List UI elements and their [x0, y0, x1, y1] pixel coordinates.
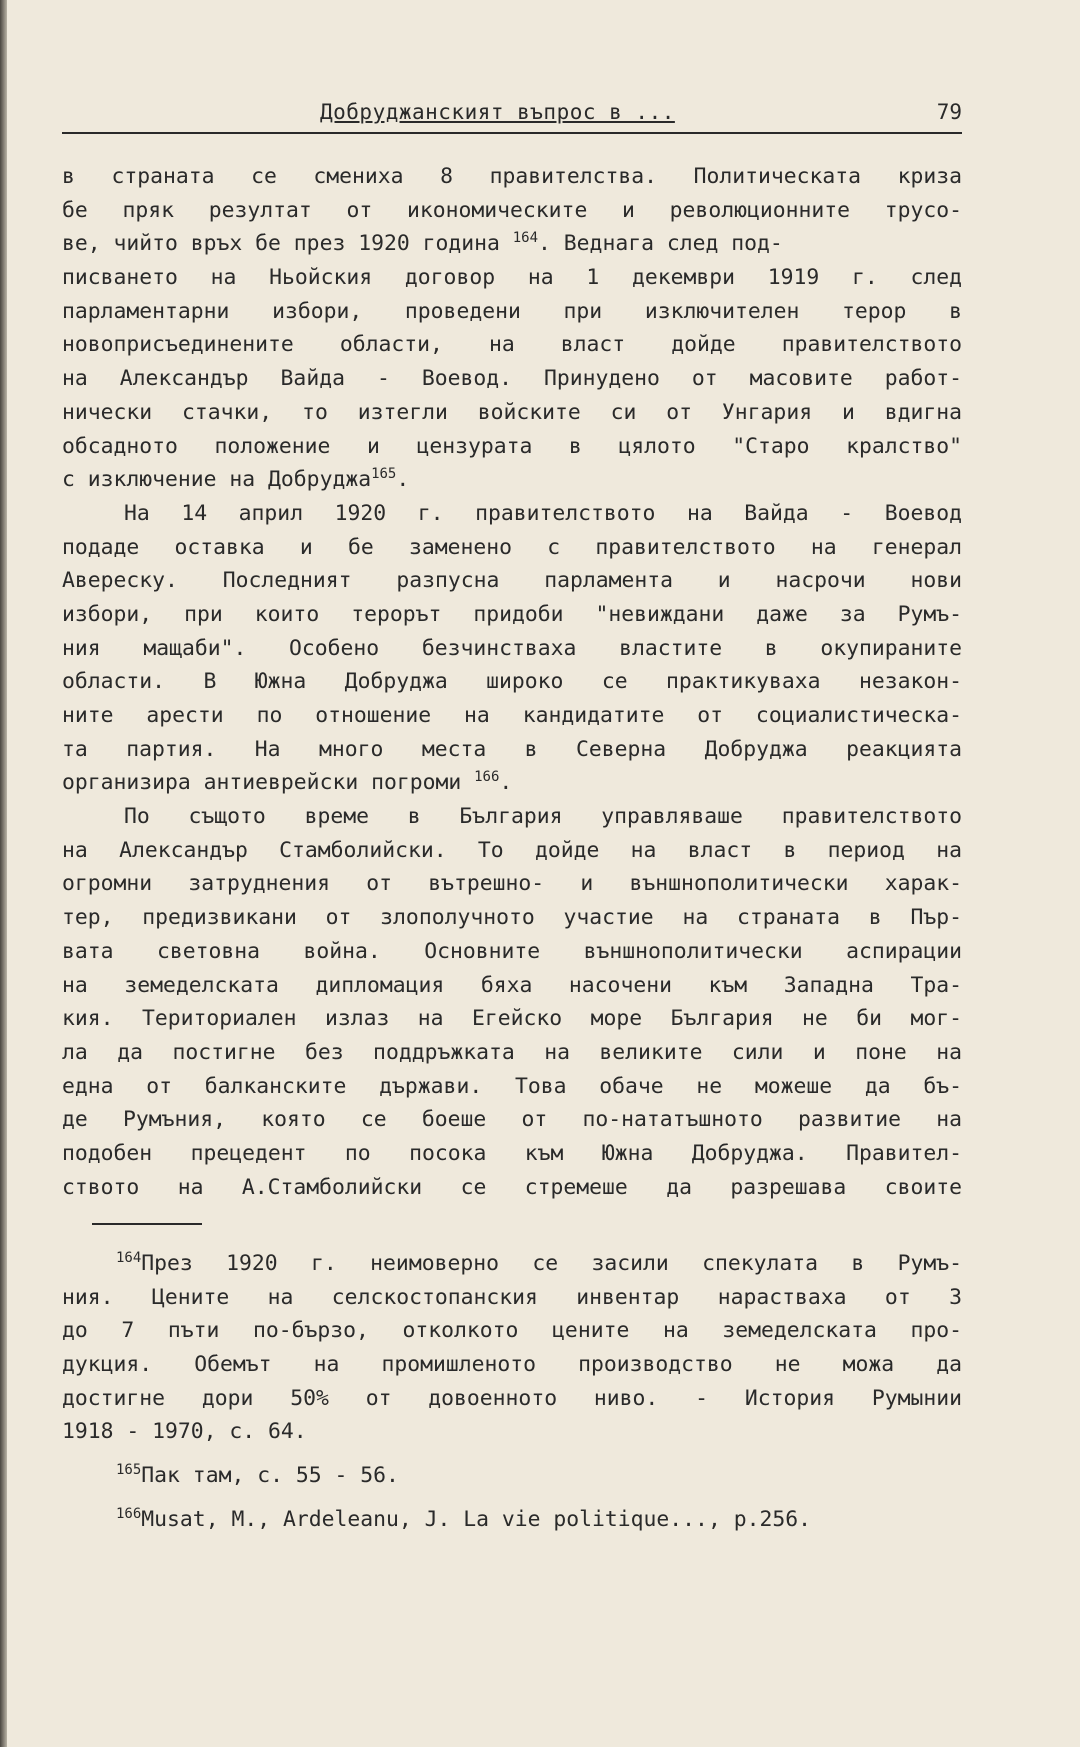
body-line-text: вата световна война. Основните външнополитически аспирации — [62, 938, 962, 964]
body-line — [62, 598, 962, 632]
body-line-text: парламентарни избори, проведени при изключителен терор в — [62, 298, 962, 324]
page-binding-edge — [0, 0, 7, 1747]
body-line — [62, 935, 962, 969]
body-line-text: избори, при които терорът придоби "невиждани даже за Румъ- — [62, 601, 962, 627]
footnote-number: 165 — [116, 1462, 142, 1478]
body-line-text: в страната се смениха 8 правителства. Политическата криза — [62, 164, 962, 189]
footnote-gap — [62, 1493, 962, 1503]
body-line-text: области. В Южна Добруджа широко се практикуваха незакон- — [62, 669, 962, 695]
body-line-text: подобен прецедент по посока към Южна Добруджа. Правител- — [62, 1140, 962, 1166]
body-line-text: ла да постигне без поддръжката на великите сили и поне на — [62, 1039, 962, 1065]
footnote-line — [62, 1247, 962, 1281]
body-line-text: новоприсъединените области, на власт дойде правителството — [62, 332, 962, 358]
body-line — [62, 665, 962, 699]
body-line-text: огромни затруднения от вътрешно- и външнополитически харак- — [62, 871, 962, 897]
body-line — [62, 800, 962, 834]
footnote-number: 164 — [116, 1249, 142, 1266]
footnotes — [62, 1247, 962, 1537]
body-line-text: ството на А.Стамболийски се стремеше да разрешава своите — [62, 1174, 962, 1200]
body-line — [62, 160, 962, 194]
body-line — [62, 194, 962, 228]
body-line-text: подаде оставка и бе заменено с правителството на генерал — [62, 534, 962, 560]
body-line — [62, 1070, 962, 1104]
body-line-text: с изключение на Добруджа — [62, 467, 372, 493]
footnote-reference: 164 — [512, 230, 539, 247]
body-line — [62, 867, 962, 901]
body-line — [62, 430, 962, 464]
body-line-text-after: . — [396, 467, 410, 493]
body-line-text: нически стачки, то изтегли войските си от Унгария и вдигна — [62, 399, 962, 425]
footnote-line — [62, 1459, 962, 1493]
body-text — [62, 160, 962, 1204]
footnote-line — [62, 1281, 962, 1315]
body-line — [62, 564, 962, 598]
footnote-separator — [92, 1223, 202, 1225]
body-line — [62, 1103, 962, 1137]
body-line-text: на Александър Стамболийски. То дойде на власт в период на — [62, 837, 962, 863]
footnote-line-text: През 1920 г. неимоверно се засили спекулата в Румъ- — [141, 1251, 962, 1276]
body-line-text: организира антиеврейски погроми — [62, 770, 475, 796]
body-line-text: тер, предизвикани от злополучното участие на страната в Пър- — [62, 905, 962, 931]
body-line — [62, 834, 962, 868]
body-line — [62, 1002, 962, 1036]
footnote-line — [62, 1314, 962, 1348]
page-header — [62, 98, 962, 134]
footnote-gap — [62, 1449, 962, 1459]
body-line-text: На 14 април 1920 г. правителството на Вайда - Воевод — [124, 500, 962, 526]
footnote-line — [62, 1382, 962, 1416]
footnote-reference: 165 — [371, 466, 397, 483]
body-line — [62, 766, 962, 800]
body-line — [62, 1036, 962, 1070]
footnote-line — [62, 1348, 962, 1382]
footnote-line-text: ния. Цените на селскостопанския инвентар нарастваха от 3 — [62, 1284, 962, 1310]
body-line-text-after: . — [499, 770, 513, 796]
body-line-text: обсадното положение и цензурата в цялото "Старо кралство" — [62, 433, 962, 459]
body-line — [62, 362, 962, 396]
body-line-text: де Румъния, която се боеше от по-нататъшното развитие на — [62, 1107, 962, 1133]
body-line — [62, 969, 962, 1003]
footnote-line-text: достигне дори 50% от довоенното ниво. - История Румынии — [62, 1385, 962, 1411]
footnote-line — [62, 1415, 962, 1449]
footnote-line-text: дукция. Обемът на промишленото производство не можа да — [62, 1352, 962, 1378]
footnote-line-text: Musat, M., Ardeleanu, J. La vie politique..., p.256. — [141, 1506, 811, 1532]
body-line — [62, 1171, 962, 1205]
body-line — [62, 901, 962, 935]
footnote-line-text: Пак там, с. 55 - 56. — [141, 1463, 399, 1489]
footnote-line-text: 1918 - 1970, с. 64. — [62, 1419, 307, 1445]
body-line — [62, 328, 962, 362]
body-line-text-after: . Веднага след под- — [538, 231, 783, 257]
page-number: 79 — [936, 100, 962, 124]
body-line — [62, 227, 962, 261]
body-line-text: на Александър Вайда - Воевод. Принудено от масовите работ- — [62, 366, 962, 392]
body-line — [62, 531, 962, 565]
body-line-text: та партия. На много места в Северна Добруджа реакцията — [62, 736, 962, 762]
body-line-text: По същото време в България управляваше правителството — [124, 804, 962, 830]
footnote-line — [62, 1503, 962, 1537]
footnote-number: 166 — [116, 1505, 142, 1522]
footnote-reference: 166 — [474, 769, 500, 786]
body-line-text: Авереску. Последният разпусна парламента и насрочи нови — [62, 568, 962, 594]
running-title: Добруджанският въпрос в ... — [320, 100, 675, 124]
body-line — [62, 497, 962, 531]
body-line-text: ве, чийто връх бе през 1920 година — [62, 231, 513, 257]
body-line-text: бе пряк резултат от икономическите и революционните трусо- — [62, 197, 962, 223]
body-line-text: една от балканските държави. Това обаче не можеше да бъ- — [62, 1073, 962, 1099]
body-line-text: ния мащаби". Особено безчинстваха властите в окупираните — [62, 635, 962, 661]
body-line-text: на земеделската дипломация бяха насочени към Западна Тра- — [62, 972, 962, 998]
body-line — [62, 733, 962, 767]
body-line-text: кия. Териториален излаз на Егейско море България не би мог- — [62, 1006, 962, 1032]
body-line — [62, 699, 962, 733]
body-line — [62, 295, 962, 329]
body-line-text: ните арести по отношение на кандидатите от социалистическа- — [62, 703, 962, 728]
footnote-line-text: до 7 пъти по-бързо, отколкото цените на земеделската про- — [62, 1318, 962, 1344]
body-line — [62, 463, 962, 497]
body-line — [62, 261, 962, 295]
body-line — [62, 396, 962, 430]
body-line-text: писването на Ньойския договор на 1 декември 1919 г. след — [62, 265, 962, 291]
body-line — [62, 632, 962, 666]
body-line — [62, 1137, 962, 1171]
